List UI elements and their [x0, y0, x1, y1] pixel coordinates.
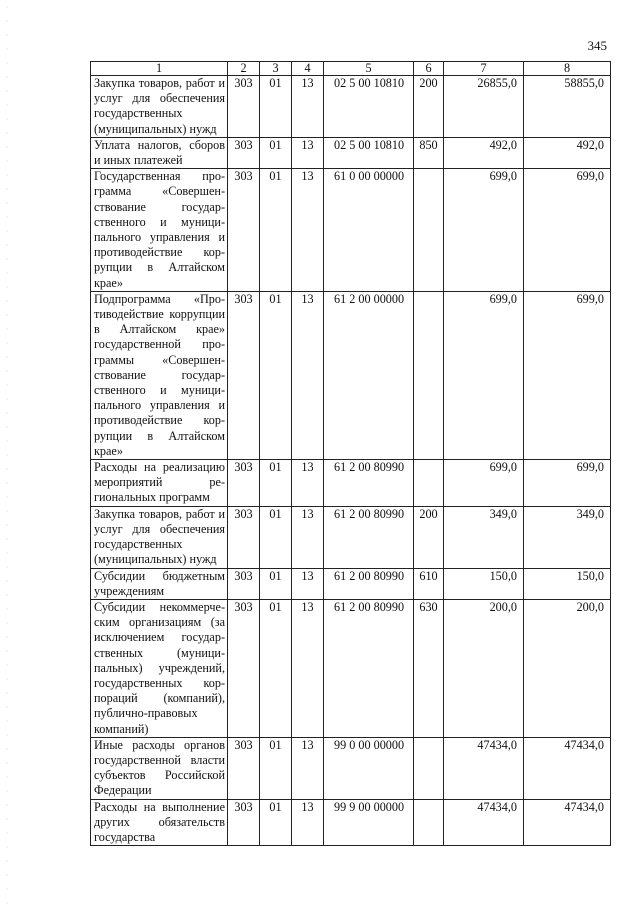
cell-grbs: 303 — [228, 76, 260, 138]
cell-subsection: 13 — [292, 137, 324, 168]
cell-expense-type — [414, 460, 444, 507]
row-name: Иные расходы органов государственной власти субъектов Российской Федерации — [91, 737, 228, 799]
cell-grbs: 303 — [228, 568, 260, 599]
column-number-row — [91, 62, 611, 76]
cell-amount-1: 699,0 — [444, 291, 524, 459]
column-header: 7 — [444, 62, 524, 76]
cell-amount-1: 699,0 — [444, 460, 524, 507]
table-row — [91, 76, 611, 138]
table-row — [91, 799, 611, 846]
cell-subsection: 13 — [292, 799, 324, 846]
cell-grbs: 303 — [228, 799, 260, 846]
column-header: 8 — [524, 62, 611, 76]
cell-section: 01 — [260, 137, 292, 168]
cell-section: 01 — [260, 291, 292, 459]
cell-amount-1: 150,0 — [444, 568, 524, 599]
table-row — [91, 737, 611, 799]
cell-amount-1: 47434,0 — [444, 799, 524, 846]
table-row — [91, 506, 611, 568]
cell-section: 01 — [260, 799, 292, 846]
cell-amount-1: 349,0 — [444, 506, 524, 568]
cell-amount-1: 47434,0 — [444, 737, 524, 799]
cell-amount-2: 699,0 — [524, 291, 611, 459]
cell-amount-2: 699,0 — [524, 460, 611, 507]
cell-grbs: 303 — [228, 460, 260, 507]
row-name: Закупка товаров, работ и услуг для обеспечения государственных (муниципальных) нужд — [91, 506, 228, 568]
table-body — [91, 76, 611, 846]
cell-subsection: 13 — [292, 506, 324, 568]
cell-expense-type: 630 — [414, 599, 444, 737]
cell-expense-type: 610 — [414, 568, 444, 599]
cell-target-article: 61 2 00 80990 — [324, 506, 414, 568]
cell-expense-type — [414, 291, 444, 459]
cell-amount-2: 58855,0 — [524, 76, 611, 138]
cell-amount-2: 47434,0 — [524, 799, 611, 846]
cell-expense-type: 200 — [414, 506, 444, 568]
row-name: Расходы на реализацию мероприятий региональных программ — [91, 460, 228, 507]
row-name: Уплата налогов, сборов и иных платежей — [91, 137, 228, 168]
cell-amount-2: 699,0 — [524, 169, 611, 292]
cell-target-article: 02 5 00 10810 — [324, 137, 414, 168]
cell-amount-2: 200,0 — [524, 599, 611, 737]
cell-expense-type: 850 — [414, 137, 444, 168]
table-row — [91, 599, 611, 737]
cell-grbs: 303 — [228, 169, 260, 292]
cell-target-article: 61 2 00 80990 — [324, 599, 414, 737]
budget-table — [90, 61, 611, 846]
cell-target-article: 61 2 00 80990 — [324, 460, 414, 507]
cell-target-article: 61 2 00 80990 — [324, 568, 414, 599]
cell-expense-type — [414, 737, 444, 799]
table-row — [91, 137, 611, 168]
cell-section: 01 — [260, 460, 292, 507]
cell-amount-2: 47434,0 — [524, 737, 611, 799]
column-header: 1 — [91, 62, 228, 76]
cell-target-article: 99 9 00 00000 — [324, 799, 414, 846]
table-row — [91, 460, 611, 507]
cell-amount-1: 699,0 — [444, 169, 524, 292]
cell-grbs: 303 — [228, 506, 260, 568]
cell-target-article: 02 5 00 10810 — [324, 76, 414, 138]
cell-subsection: 13 — [292, 599, 324, 737]
cell-grbs: 303 — [228, 737, 260, 799]
row-name: Субсидии бюджетным учреждениям — [91, 568, 228, 599]
cell-target-article: 61 0 00 00000 — [324, 169, 414, 292]
row-name: Закупка товаров, работ и услуг для обеспечения государственных (муниципальных) нужд — [91, 76, 228, 138]
column-header: 4 — [292, 62, 324, 76]
column-header: 2 — [228, 62, 260, 76]
page-number: 345 — [587, 38, 607, 53]
cell-section: 01 — [260, 599, 292, 737]
cell-section: 01 — [260, 506, 292, 568]
row-name: Расходы на выполнение других обязательств государства — [91, 799, 228, 846]
cell-grbs: 303 — [228, 137, 260, 168]
cell-section: 01 — [260, 169, 292, 292]
cell-amount-2: 150,0 — [524, 568, 611, 599]
cell-expense-type — [414, 799, 444, 846]
column-header: 3 — [260, 62, 292, 76]
cell-section: 01 — [260, 568, 292, 599]
column-header: 6 — [414, 62, 444, 76]
table-row — [91, 169, 611, 292]
column-header: 5 — [324, 62, 414, 76]
cell-subsection: 13 — [292, 169, 324, 292]
cell-target-article: 61 2 00 00000 — [324, 291, 414, 459]
cell-amount-1: 26855,0 — [444, 76, 524, 138]
cell-grbs: 303 — [228, 291, 260, 459]
cell-subsection: 13 — [292, 291, 324, 459]
scan-edge-marks — [6, 0, 8, 904]
table-row — [91, 568, 611, 599]
cell-amount-2: 349,0 — [524, 506, 611, 568]
row-name: Субсидии некоммерческим организациям (за исключением государственных (муниципальных) учреждений, государственных корпораций (компаний), публично-правовых компаний) — [91, 599, 228, 737]
cell-amount-1: 200,0 — [444, 599, 524, 737]
row-name: Подпрограмма «Противодействие коррупции в Алтайском крае» государственной программы «Совершенствование государственного и муниципального управления и противодействие коррупции в Алтайском крае» — [91, 291, 228, 459]
cell-subsection: 13 — [292, 76, 324, 138]
cell-amount-1: 492,0 — [444, 137, 524, 168]
table-row — [91, 291, 611, 459]
cell-section: 01 — [260, 737, 292, 799]
cell-target-article: 99 0 00 00000 — [324, 737, 414, 799]
cell-subsection: 13 — [292, 568, 324, 599]
cell-expense-type: 200 — [414, 76, 444, 138]
cell-amount-2: 492,0 — [524, 137, 611, 168]
row-name: Государственная программа «Совершенствование государственного и муниципального управления и противодействие коррупции в Алтайском крае» — [91, 169, 228, 292]
cell-subsection: 13 — [292, 737, 324, 799]
cell-expense-type — [414, 169, 444, 292]
cell-subsection: 13 — [292, 460, 324, 507]
cell-grbs: 303 — [228, 599, 260, 737]
cell-section: 01 — [260, 76, 292, 138]
